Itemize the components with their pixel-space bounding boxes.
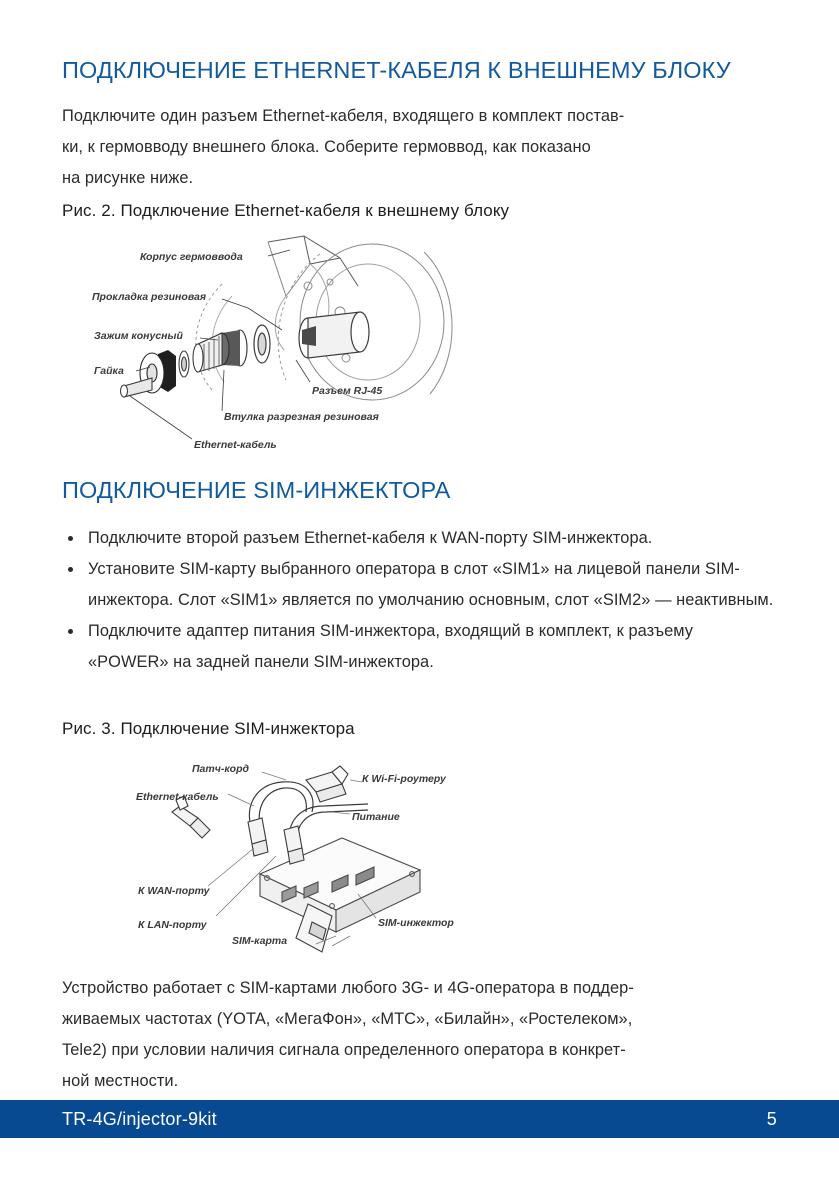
figure-3-label-power: Питание: [352, 811, 400, 823]
paragraph-line: Tele2) при условии наличия сигнала определенного оператора в конкрет-: [62, 1041, 626, 1059]
figure-2-label-gasket: Прокладка резиновая: [92, 291, 207, 303]
figure-2-label-rj45: Разъем RJ-45: [312, 385, 383, 397]
bullet-dot: [68, 567, 73, 572]
paragraph-line: ки, к гермовводу внешнего блока. Соберите гермоввод, как показано: [62, 138, 591, 156]
figure-2-label-cone-clamp: Зажим конусный: [94, 330, 183, 342]
list-item: [62, 554, 778, 616]
list-item-text: Установите SIM-карту выбранного оператора в слот «SIM1» на лицевой панели SIM-инжектора. Слот «SIM1» является по умолчанию основным, слот «SIM2» — неактивным.: [88, 560, 774, 609]
intro-paragraph: [62, 101, 782, 194]
closing-paragraph: [62, 973, 792, 1097]
figure-3-label-to-wifi-router: К Wi-Fi-роутеру: [362, 773, 446, 785]
figure-3-label-sim-card: SIM-карта: [232, 935, 288, 947]
figure-3-label-ethernet-cable: Ethernet-кабель: [136, 791, 219, 803]
footer-model-name: TR-4G/injector-9kit: [62, 1109, 217, 1129]
paragraph-line: живаемых частотах (YOTA, «МегаФон», «МТС», «Билайн», «Ростелеком»,: [62, 1010, 633, 1028]
section-heading-ethernet-connection: ПОДКЛЮЧЕНИЕ ETHERNET-КАБЕЛЯ К ВНЕШНЕМУ БЛОКУ: [62, 57, 731, 83]
list-item: [62, 523, 778, 554]
figure-3-label-to-lan-port: К LAN-порту: [138, 919, 207, 931]
page-footer-bar: [0, 1100, 839, 1138]
figure-2-label-nut: Гайка: [94, 365, 124, 377]
paragraph-line: на рисунке ниже.: [62, 169, 194, 187]
figure-2-gland-assembly-diagram: [72, 234, 472, 466]
section-heading-sim-injector: ПОДКЛЮЧЕНИЕ SIM-ИНЖЕКТОРА: [62, 477, 451, 503]
paragraph-line: Подключите один разъем Ethernet-кабеля, входящего в комплект постав-: [62, 107, 625, 125]
figure-2-caption: Рис. 2. Подключение Ethernet-кабеля к внешнему блоку: [62, 201, 510, 220]
figure-3-label-patch-cord: Патч-корд: [192, 763, 249, 775]
figure-3-sim-injector-diagram: [136, 756, 532, 964]
list-item: [62, 616, 778, 678]
figure-2-label-ethernet-cable: Ethernet-кабель: [194, 439, 277, 451]
figure-3-label-to-wan-port: К WAN-порту: [138, 885, 210, 897]
figure-3-label-sim-injector: SIM-инжектор: [378, 917, 454, 929]
footer-page-number: 5: [766, 1109, 777, 1129]
figure-2-label-split-bushing: Втулка разрезная резиновая: [224, 411, 379, 423]
bullet-dot: [68, 536, 73, 541]
sim-injector-steps-list: [62, 523, 778, 678]
list-item-text: Подключите адаптер питания SIM-инжектора, входящий в комплект, к разъему «POWER» на задней панели SIM-инжектора.: [88, 622, 694, 671]
bullet-dot: [68, 629, 73, 634]
figure-2-label-housing: Корпус гермоввода: [140, 251, 243, 263]
list-item-text: Подключите второй разъем Ethernet-кабеля к WAN-порту SIM-инжектора.: [88, 529, 653, 547]
paragraph-line: Устройство работает с SIM-картами любого 3G- и 4G-оператора в поддер-: [62, 979, 634, 997]
paragraph-line: ной местности.: [62, 1072, 179, 1090]
figure-3-caption: Рис. 3. Подключение SIM-инжектора: [62, 719, 355, 738]
